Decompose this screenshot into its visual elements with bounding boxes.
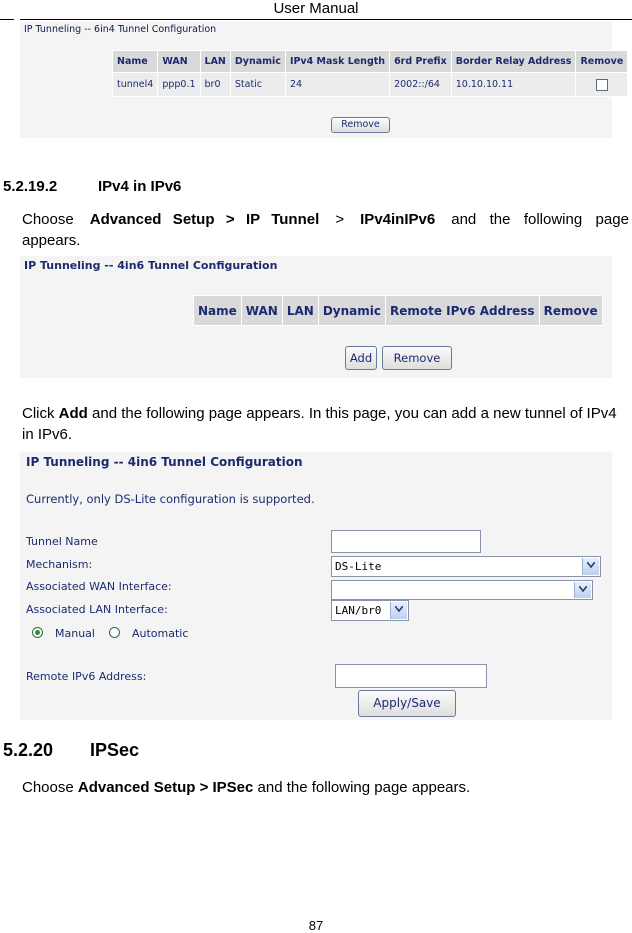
section-number: 5.2.20 <box>3 740 54 760</box>
column-header: Remove <box>576 51 628 73</box>
screenshot-4in6-list <box>20 256 612 378</box>
radio-automatic[interactable] <box>109 627 120 638</box>
cell-mask-length: 24 <box>285 73 389 97</box>
text-click: Click <box>22 405 55 422</box>
remove-button[interactable]: Remove <box>331 117 390 133</box>
text-rest: and the following page appears. In this page, you can add a new tunnel of IPv4 in IPv6. <box>22 405 617 443</box>
dslite-note: Currently, only DS-Lite configuration is supported. <box>26 492 315 506</box>
column-header: Name <box>194 296 242 326</box>
page-header-title: User Manual <box>273 0 359 17</box>
text-add: Add <box>58 405 88 422</box>
section-number: 5.2.19.2 <box>3 178 58 195</box>
column-header: Border Relay Address <box>451 51 576 73</box>
lan-interface-label: Associated LAN Interface: <box>26 603 168 616</box>
cell-wan: ppp0.1 <box>158 73 200 97</box>
cell-6rd-prefix: 2002::/64 <box>390 73 452 97</box>
radio-manual[interactable] <box>32 627 43 638</box>
wan-interface-select[interactable] <box>331 580 593 600</box>
text-choose: Choose <box>22 779 74 796</box>
wan-interface-label: Associated WAN Interface: <box>26 580 172 593</box>
section-title: IPv4 in IPv6 <box>98 178 182 195</box>
text-rest: and the following page appears. <box>257 779 471 796</box>
screenshot-title: IP Tunneling -- 4in6 Tunnel Configuration <box>26 455 303 469</box>
screenshot-title: IP Tunneling -- 4in6 Tunnel Configuration <box>24 259 278 272</box>
remove-checkbox[interactable] <box>596 79 608 91</box>
mechanism-value: DS-Lite <box>335 560 382 573</box>
cell-name: tunnel4 <box>113 73 158 97</box>
column-header: LAN <box>200 51 230 73</box>
table-row <box>113 73 628 97</box>
remote-ipv6-input[interactable] <box>335 664 487 688</box>
paragraph-choose-ipsec <box>22 777 629 798</box>
tunnel-name-label: Tunnel Name <box>26 535 98 548</box>
column-header: Name <box>113 51 158 73</box>
cell-dynamic: Static <box>230 73 285 97</box>
header-rule-left <box>0 19 14 20</box>
column-header: Dynamic <box>230 51 285 73</box>
text-rest: and the following page appears. <box>22 211 629 249</box>
column-header: IPv4 Mask Length <box>285 51 389 73</box>
column-header: LAN <box>282 296 318 326</box>
paragraph-choose-ipv4inipv6 <box>22 209 629 251</box>
menu-path: Advanced Setup > IP Tunnel <box>89 211 320 228</box>
menu-path: Advanced Setup > IPSec <box>77 779 254 796</box>
lan-interface-select[interactable] <box>331 600 409 621</box>
paragraph-click-add <box>22 403 629 445</box>
section-title: IPSec <box>90 740 140 760</box>
column-header: Dynamic <box>318 296 385 326</box>
screenshot-4in6-add-form <box>20 452 612 720</box>
table-header-row <box>194 296 603 326</box>
column-header: Remote IPv6 Address <box>385 296 539 326</box>
remote-ipv6-label: Remote IPv6 Address: <box>26 670 147 683</box>
chevron-down-icon <box>582 558 599 575</box>
cell-lan: br0 <box>200 73 230 97</box>
header-rule <box>20 19 632 20</box>
radio-automatic-label: Automatic <box>132 627 189 640</box>
radio-manual-label: Manual <box>55 627 95 640</box>
text-choose: Choose <box>22 211 74 228</box>
remove-button[interactable]: Remove <box>382 346 452 370</box>
column-header: WAN <box>241 296 282 326</box>
mechanism-select[interactable] <box>331 556 601 577</box>
tunnel-name-input[interactable] <box>331 530 481 553</box>
column-header: 6rd Prefix <box>390 51 452 73</box>
page-number: 87 <box>308 918 324 933</box>
screenshot-6in4-config <box>20 22 624 138</box>
apply-save-button[interactable]: Apply/Save <box>358 690 456 717</box>
column-header: Remove <box>539 296 602 326</box>
menu-path-item: IPv4inIPv6 <box>360 211 436 228</box>
chevron-down-icon <box>390 602 407 619</box>
chevron-down-icon <box>574 582 591 598</box>
cell-remove <box>576 73 628 97</box>
table-header-row <box>113 51 628 73</box>
lan-interface-value: LAN/br0 <box>335 604 382 617</box>
tunnel-table-4in6 <box>193 295 603 326</box>
cell-border-relay: 10.10.10.11 <box>451 73 576 97</box>
add-button[interactable]: Add <box>345 346 377 370</box>
column-header: WAN <box>158 51 200 73</box>
tunnel-table-6in4 <box>112 50 628 97</box>
mechanism-label: Mechanism: <box>26 558 93 571</box>
path-separator: > <box>335 211 345 228</box>
screenshot-title: IP Tunneling -- 6in4 Tunnel Configuration <box>24 24 217 35</box>
